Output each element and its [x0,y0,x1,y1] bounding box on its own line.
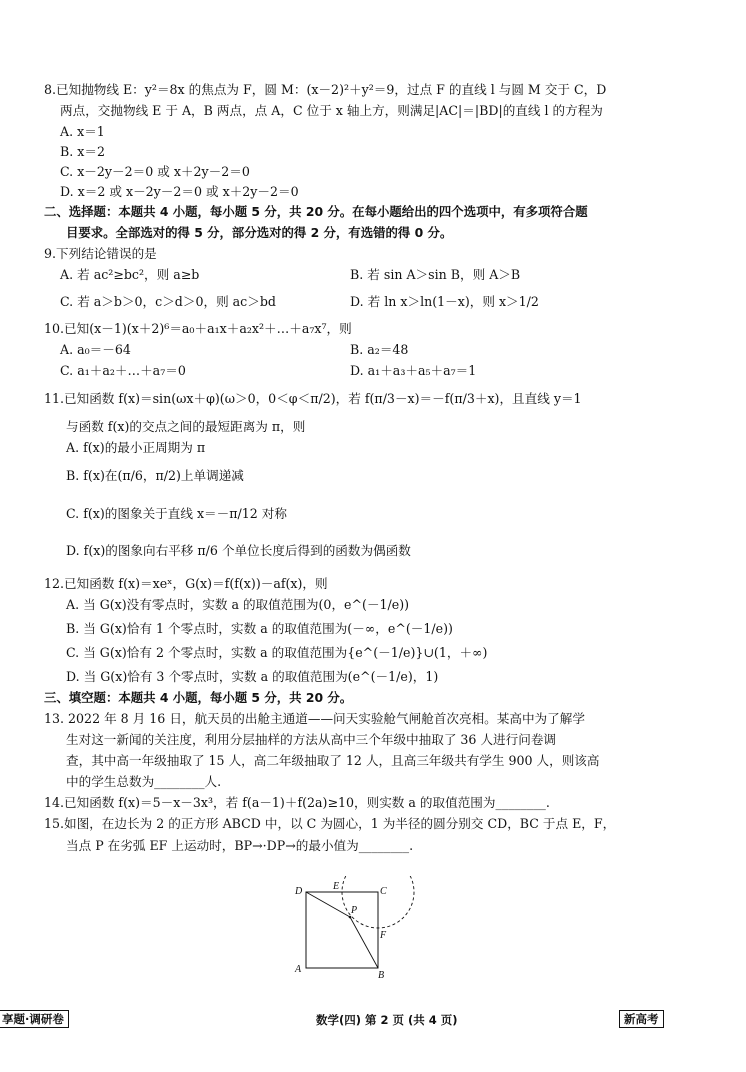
q15-line1: 15.如图，在边长为 2 的正方形 ABCD 中，以 C 为圆心，1 为半径的圆分别交 CD，BC 于点 E，F， [44,816,616,831]
section2-heading-line2: 目要求。全部选对的得 5 分，部分选对的得 2 分，有选错的得 0 分。 [66,225,453,240]
label-f: F [380,930,387,941]
q11-stem-line2: 与函数 f(x)的交点之间的最短距离为 π，则 [66,419,306,434]
q8-option-c: C. x－2y－2＝0 或 x＋2y－2＝0 [60,164,250,179]
q12-stem: 12.已知函数 f(x)＝xeˣ，G(x)＝f(f(x))－af(x)，则 [44,576,328,591]
q14-text: 14.已知函数 f(x)＝5－x－3x³，若 f(a－1)＋f(2a)≥10，则实数 a 的取值范围为________. [44,795,550,810]
q8-stem-line1: 8.已知抛物线 E：y²＝8x 的焦点为 F，圆 M：(x－2)²＋y²＝9，过点 F 的直线 l 与圆 M 交于 C，D [44,82,607,97]
q15-line2: 当点 P 在劣弧 EF 上运动时，BP→·DP→的最小值为________. [66,838,414,853]
q8-option-d: D. x＝2 或 x－2y－2＝0 或 x＋2y－2＝0 [60,184,299,199]
point-p [349,916,352,919]
q10-option-d: D. a₁＋a₃＋a₅＋a₇＝1 [350,363,477,378]
q12-option-d: D. 当 G(x)恰有 3 个零点时，实数 a 的取值范围为(e^(－1/e)，1) [66,669,439,684]
q9-option-c: C. 若 a＞b＞0，c＞d＞0，则 ac＞bd [60,294,276,309]
label-d: D [295,886,303,897]
q9-option-b: B. 若 sin A＞sin B，则 A＞B [350,267,521,282]
q12-option-a: A. 当 G(x)没有零点时，实数 a 的取值范围为(0，e^(－1/e)) [66,597,410,612]
section2-heading-line1: 二、选择题：本题共 4 小题，每小题 5 分，共 20 分。在每小题给出的四个选项中，有多项符合题 [44,204,588,219]
q9-stem: 9.下列结论错误的是 [44,246,157,261]
q10-option-c: C. a₁＋a₂＋…＋a₇＝0 [60,363,186,378]
q11-option-c: C. f(x)的图象关于直线 x＝－π/12 对称 [66,506,287,521]
q13-line3: 查，其中高一年级抽取了 15 人，高二年级抽取了 12 人，且高三年级共有学生 900 人，则该高 [66,753,600,768]
footer-right-badge: 新高考 [619,1010,664,1028]
label-c: C [380,886,387,897]
q13-line4: 中的学生总数为________人. [66,774,222,789]
q15-square-figure [288,876,438,980]
q10-option-a: A. a₀＝－64 [60,342,131,357]
q11-option-b: B. f(x)在(π/6，π/2)上单调递减 [66,468,244,483]
label-b: B [378,970,385,980]
q11-stem-line1: 11.已知函数 f(x)＝sin(ωx＋φ)(ω＞0，0＜φ＜π/2)，若 f(π/3－x)＝－f(π/3＋x)，且直线 y＝1 [44,391,582,406]
q10-option-b: B. a₂＝48 [350,342,409,357]
label-p: P [351,905,358,916]
q11-option-a: A. f(x)的最小正周期为 π [66,440,206,455]
q8-option-b: B. x＝2 [60,144,105,159]
footer-left-badge: 享题·调研卷 [0,1010,69,1028]
q12-option-b: B. 当 G(x)恰有 1 个零点时，实数 a 的取值范围为(－∞，e^(－1/e)) [66,621,453,636]
q8-stem-line2: 两点，交抛物线 E 于 A，B 两点，点 A，C 位于 x 轴上方，则满足|AC|＝|BD|的直线 l 的方程为 [60,103,603,118]
q10-stem: 10.已知(x－1)(x＋2)⁶＝a₀＋a₁x＋a₂x²＋…＋a₇x⁷，则 [44,321,352,336]
q13-line2: 生对这一新闻的关注度，利用分层抽样的方法从高中三个年级中抽取了 36 人进行问卷调 [66,732,557,747]
segment-dp [306,892,350,917]
q9-option-a: A. 若 ac²≥bc²，则 a≥b [60,267,200,282]
label-e: E [333,881,340,892]
square-abcd [306,892,378,968]
q11-option-d: D. f(x)的图象向右平移 π/6 个单位长度后得到的函数为偶函数 [66,543,411,558]
q12-option-c: C. 当 G(x)恰有 2 个零点时，实数 a 的取值范围为{e^(－1/e)}∪(1，＋∞) [66,645,488,660]
section3-heading: 三、填空题：本题共 4 小题，每小题 5 分，共 20 分。 [44,690,353,705]
segment-bp [350,917,378,968]
label-a: A [295,964,302,975]
q8-option-a: A. x＝1 [60,124,105,139]
footer-page-info: 数学(四) 第 2 页 (共 4 页) [316,1013,458,1027]
q9-option-d: D. 若 ln x＞ln(1－x)，则 x＞1/2 [350,294,539,309]
q13-line1: 13. 2022 年 8 月 16 日，航天员的出舱主通道——问天实验舱气闸舱首次亮相。某高中为了解学 [44,711,585,726]
